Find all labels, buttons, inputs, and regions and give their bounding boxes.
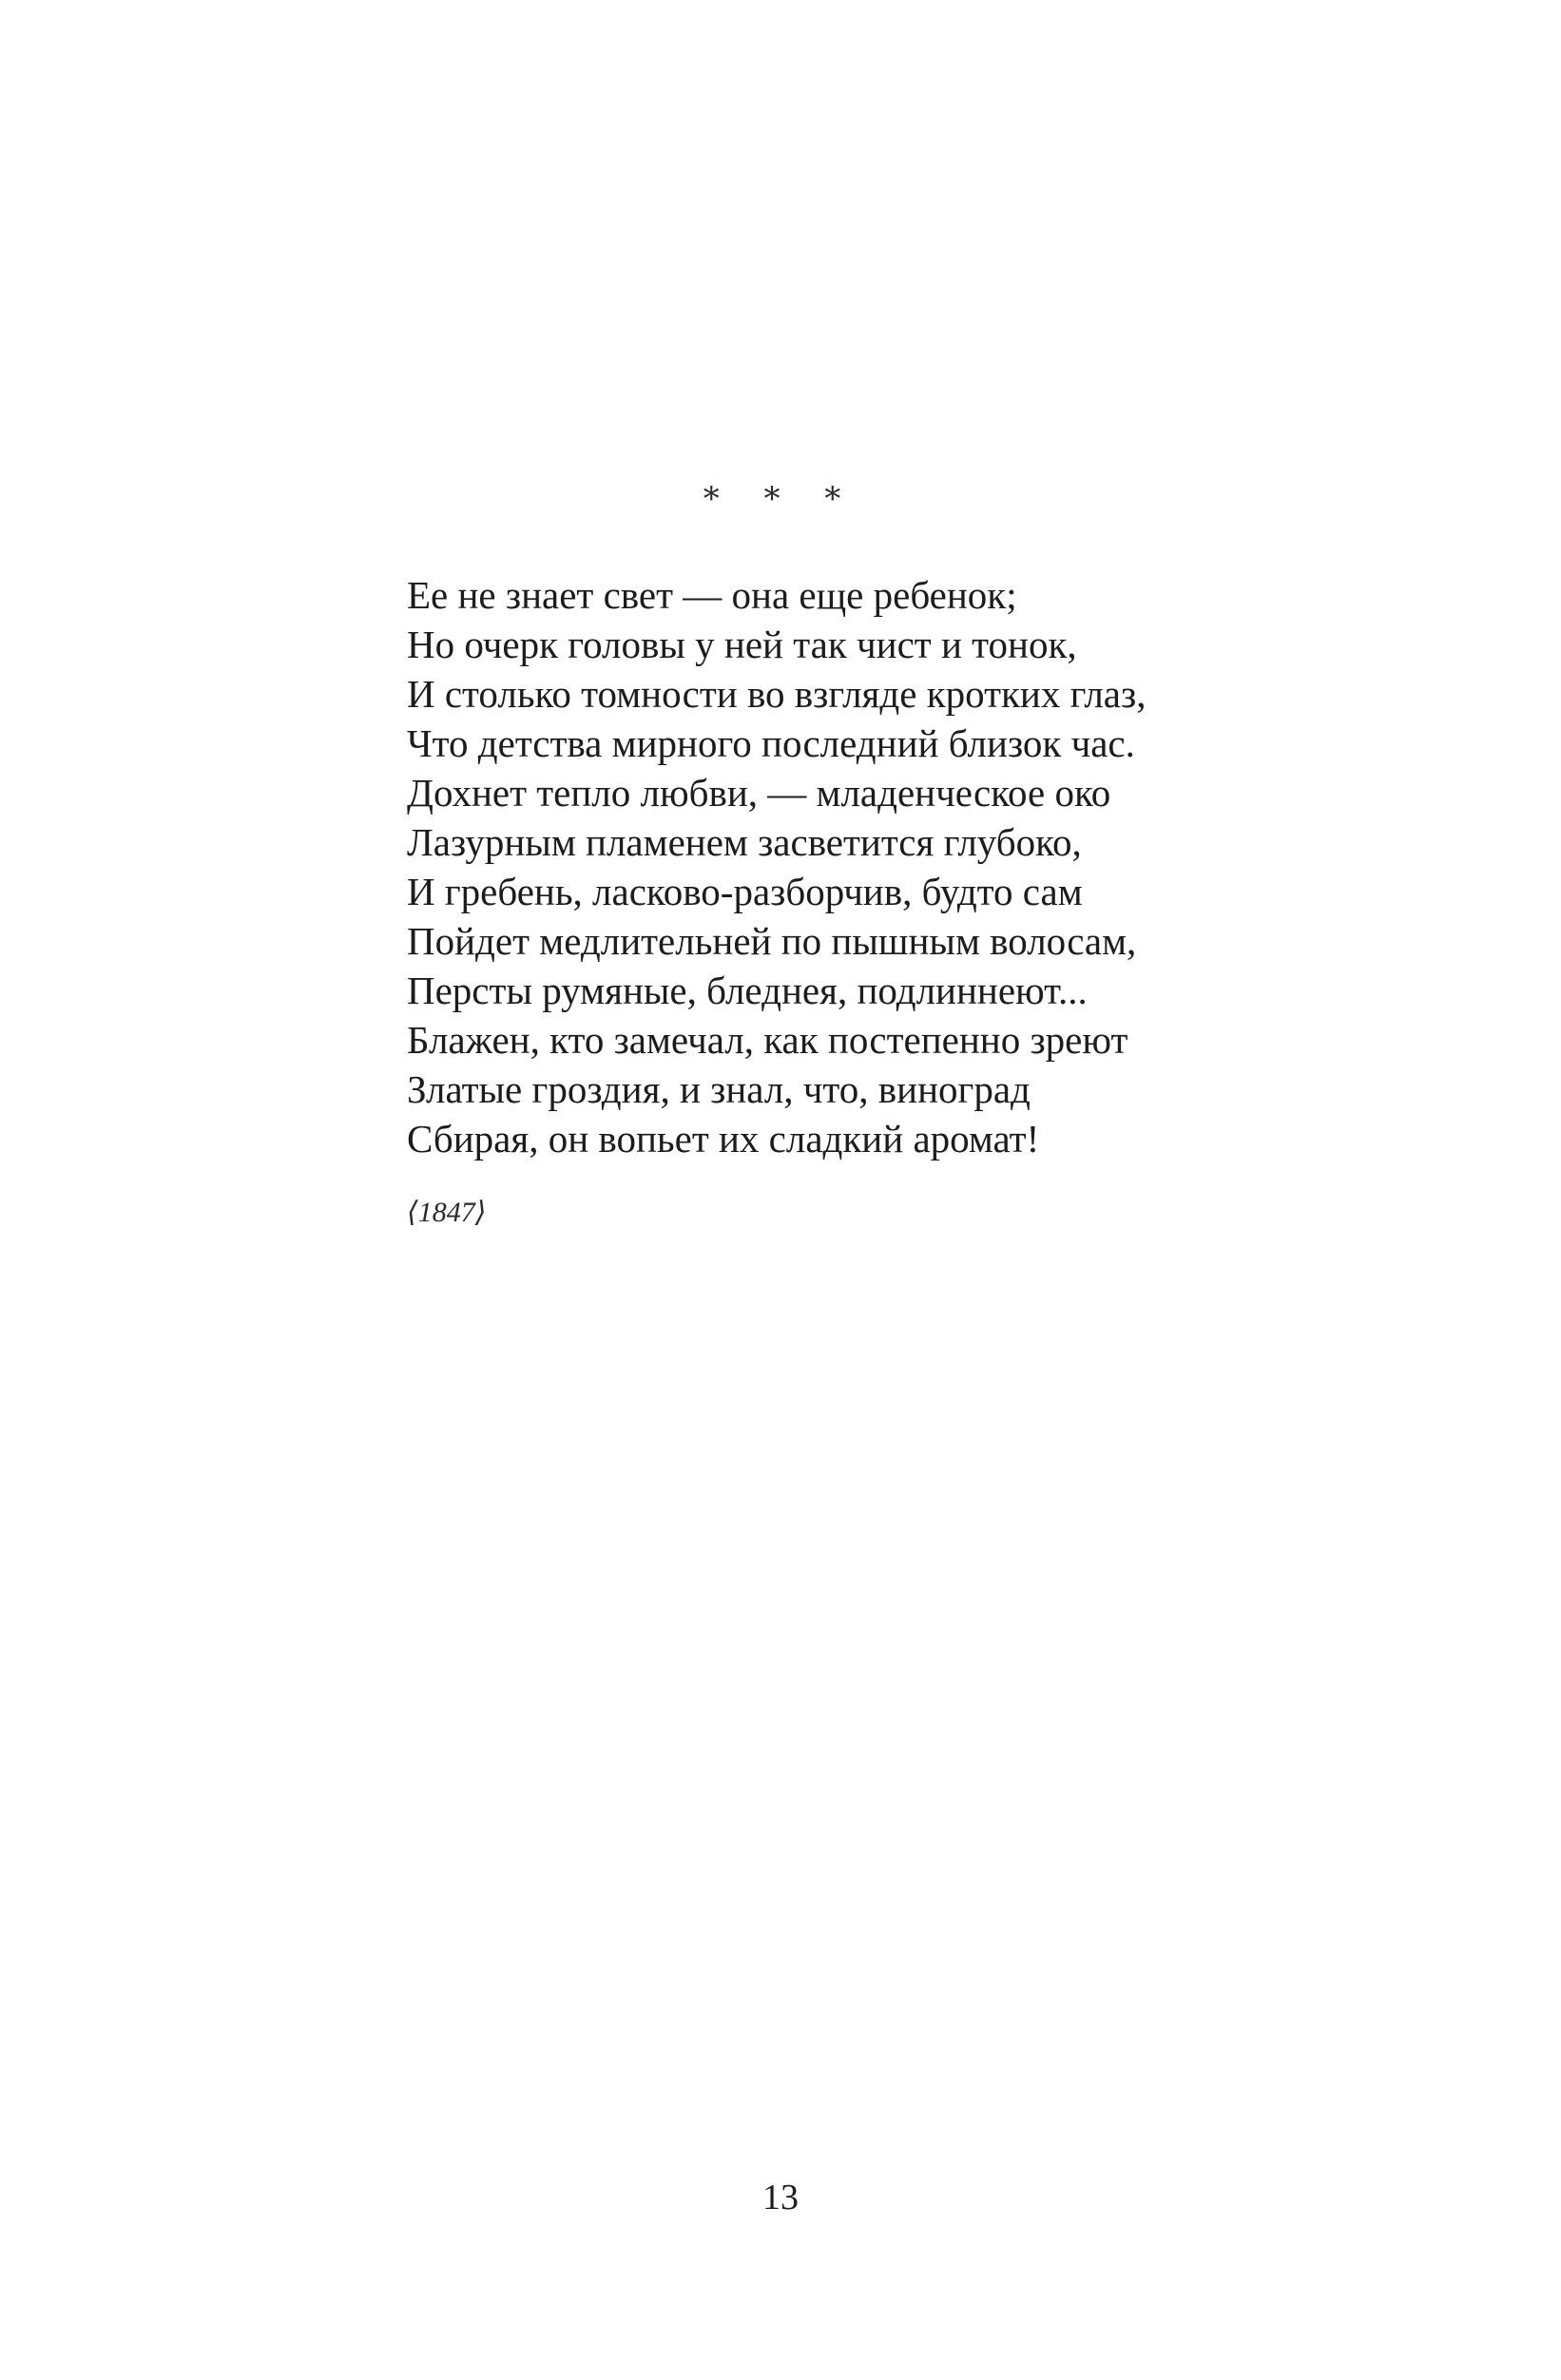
- poem-line: Лазурным пламенем засветится глубоко,: [407, 820, 1082, 864]
- poem-date: ⟨1847⟩: [407, 1197, 487, 1228]
- poem-line: Дохнет тепло любви, — младенческое око: [407, 771, 1111, 815]
- poem-line: Персты румяные, бледнея, подлиннеют...: [407, 969, 1088, 1012]
- poem-line: И столько томности во взгляде кротких глаз,: [407, 672, 1147, 716]
- poem-line: И гребень, ласково-разборчив, будто сам: [407, 870, 1083, 913]
- poem-line: Сбирая, он вопьет их сладкий аромат!: [407, 1117, 1040, 1161]
- poem-line: Ее не знает свет — она еще ребенок;: [407, 573, 1017, 617]
- poem-line: Пойдет медлительней по пышным волосам,: [407, 919, 1137, 963]
- poem-line: Но очерк головы у ней так чист и тонок,: [407, 623, 1077, 666]
- poem-line: Златые гроздия, и знал, что, виноград: [407, 1067, 1031, 1111]
- poem-text: [407, 570, 1500, 1163]
- page-number: 13: [762, 2178, 799, 2217]
- poem-line: Что детства мирного последний близок час.: [407, 721, 1135, 765]
- poem-line: Блажен, кто замечал, как постепенно зреют: [407, 1018, 1128, 1062]
- poem-separator: * * *: [703, 480, 858, 518]
